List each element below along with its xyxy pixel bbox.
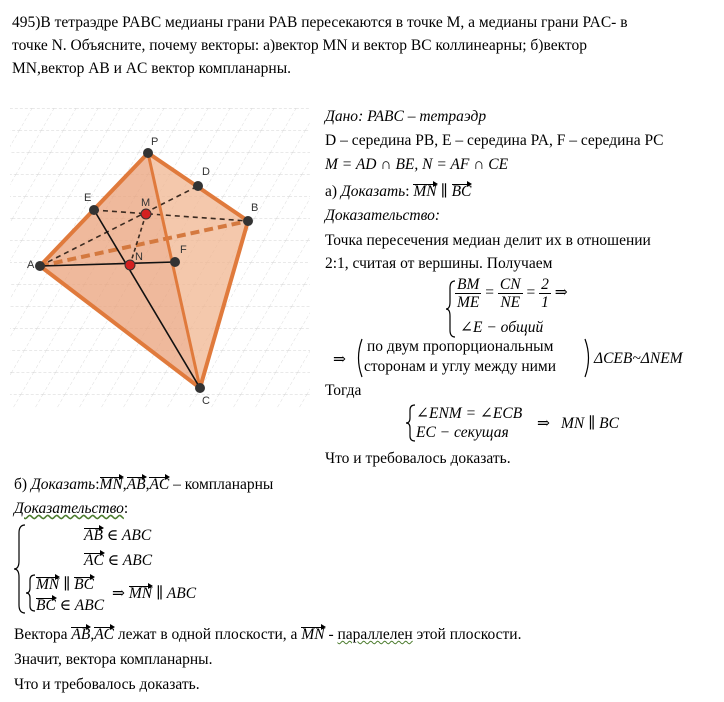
given-midpoints: D – середина PB, E – середина PA, F – середина PC: [325, 132, 664, 149]
paren-line-2: сторонам и углу между ними: [364, 358, 557, 375]
tetrahedron-figure: [10, 108, 310, 408]
proof-b-label: Доказательство:: [14, 500, 129, 517]
point-n: [125, 260, 135, 270]
prove-b-line: б) Доказать:MN,AB,AC – компланарны: [14, 476, 274, 493]
point-a: [35, 261, 45, 271]
problem-line-3: MN,вектор AB и AC вектор компланарны.: [12, 60, 292, 77]
final-line-1: Вектора AB,AC лежат в одной плоскости, а MN - параллелен этой плоскости.: [14, 626, 522, 643]
label-n: N: [135, 251, 143, 263]
label-a: A: [27, 259, 35, 271]
implies-arrow-1: ⇒: [333, 351, 346, 368]
problem-line-1: 495)В тетраэдре PABC медианы грани PAB пересекаются в точке М, а медианы грани PAC- в: [12, 14, 628, 31]
label-e: E: [84, 192, 92, 204]
angle-common: ∠E − общий: [460, 319, 544, 336]
system-brace-3: [14, 524, 26, 614]
paren-line-1: по двум пропорциональным: [367, 338, 554, 355]
conclusion-b: ⇒ MN ∥ ABC: [112, 585, 197, 602]
paren-left: [354, 338, 364, 378]
system-brace-4: [26, 574, 36, 612]
angle-equality: ∠ENM = ∠ECB: [416, 405, 523, 422]
label-f: F: [180, 244, 187, 256]
then-label: Тогда: [325, 382, 362, 399]
final-line-3: Что и требовалось доказать.: [14, 676, 200, 693]
secant-line: EC − секущая: [416, 424, 509, 441]
ab-in-abc: AB ∈ ABC: [84, 527, 152, 544]
label-d: D: [202, 166, 210, 178]
system-brace-2: [406, 404, 416, 442]
qed-a: Что и требовалось доказать.: [325, 450, 511, 467]
conclusion-a: MN ∥ BC: [561, 415, 619, 432]
final-line-2: Значит, вектора компланарны.: [14, 651, 213, 668]
point-p: [143, 148, 153, 158]
proof-text-2: 2:1, считая от вершины. Получаем: [325, 255, 553, 272]
point-b: [243, 216, 253, 226]
given-intersections: M = AD ∩ BE, N = AF ∩ CE: [325, 156, 509, 173]
bc-in-abc: BC ∈ ABC: [36, 597, 105, 614]
paren-right: [583, 338, 593, 378]
similar-triangles: ΔCEB~ΔNEM: [594, 350, 683, 367]
point-m: [141, 209, 151, 219]
ratio-equation: $\frac{BM}{ME}$ = $\frac{CN}{NE}$ = $\frac{2}{1}$ ⇒: [457, 276, 568, 311]
mn-parallel-bc: MN ∥ BC: [36, 576, 94, 593]
point-c: [195, 383, 205, 393]
ac-in-abc: AC ∈ ABC: [84, 552, 153, 569]
given-label: Дано: [325, 108, 359, 125]
label-m: M: [141, 197, 151, 209]
point-f: [170, 257, 180, 267]
proof-a-label: Доказательство:: [325, 207, 441, 224]
implies-arrow-2: ⇒: [537, 415, 550, 432]
given-line: Дано: PABC – тетраэдр: [325, 108, 487, 125]
point-d: [193, 181, 203, 191]
label-b: B: [251, 202, 259, 214]
point-e: [89, 205, 99, 215]
label-c: C: [202, 395, 210, 407]
proof-text-1: Точка пересечения медиан делит их в отношении: [325, 232, 651, 249]
prove-a-line: а) Доказать: MN ∥ BC: [325, 183, 472, 200]
problem-line-2: точке N. Объясните, почему векторы: а)вектор MN и вектор BC коллинеарны; б)вектор: [12, 37, 587, 54]
label-p: P: [151, 136, 159, 148]
